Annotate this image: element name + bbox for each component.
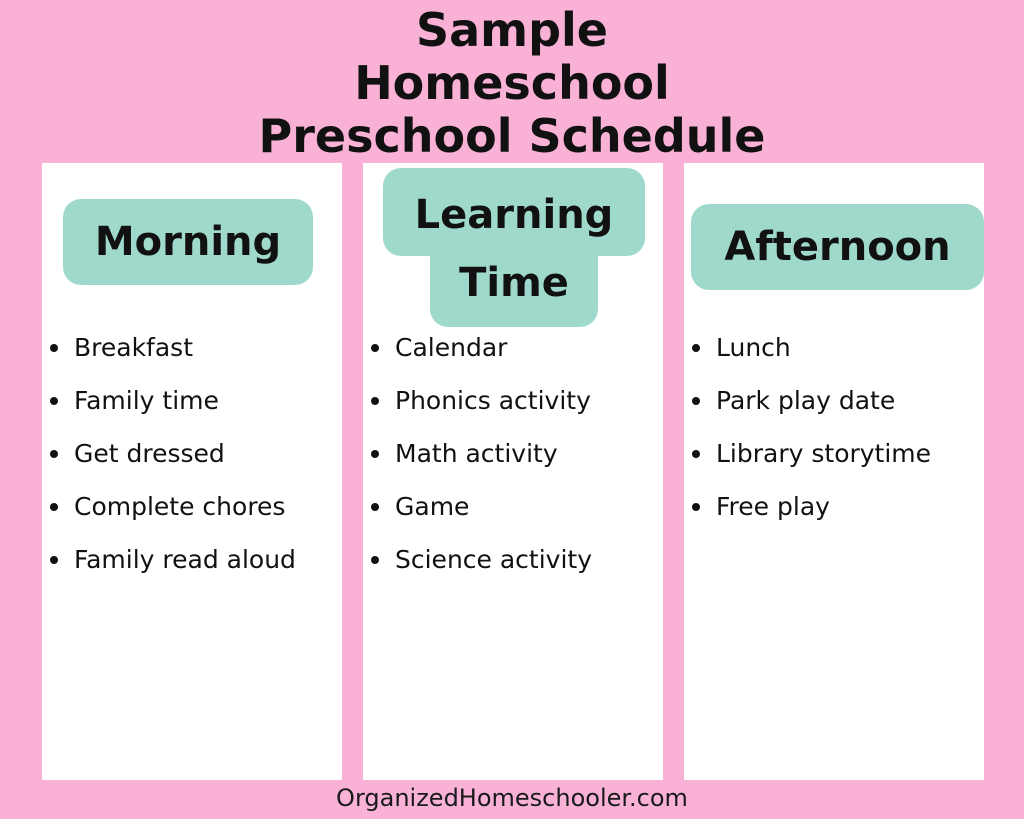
list-item-label: Lunch [716, 333, 791, 362]
list-item-label: Family time [74, 386, 219, 415]
list-item-label: Free play [716, 492, 830, 521]
list-item [684, 434, 931, 487]
morning-list [42, 328, 296, 593]
list-item [363, 487, 592, 540]
footer-site-name: OrganizedHomeschooler.com [336, 784, 688, 812]
title-line-1: Sample [416, 3, 608, 57]
list-item [42, 487, 296, 540]
bullet-icon [50, 344, 58, 352]
list-item [684, 328, 931, 381]
list-item-label: Phonics activity [395, 386, 591, 415]
list-item [42, 540, 296, 593]
list-item-label: Calendar [395, 333, 508, 362]
list-item [42, 434, 296, 487]
bullet-icon [371, 397, 379, 405]
learning-time-list [363, 328, 592, 593]
list-item [42, 328, 296, 381]
list-item-label: Library storytime [716, 439, 932, 468]
list-item-label: Complete chores [74, 492, 286, 521]
learning-heading-line-1: Learning [414, 192, 614, 238]
list-item-label: Breakfast [74, 333, 194, 362]
list-item-label: Park play date [716, 386, 896, 415]
page-title [0, 4, 1024, 163]
list-item [363, 328, 592, 381]
learning-heading-line-2: Time [459, 260, 569, 306]
title-line-3: Preschool Schedule [258, 109, 766, 163]
bullet-icon [692, 397, 700, 405]
bullet-icon [692, 503, 700, 511]
bullet-icon [50, 556, 58, 564]
list-item [363, 381, 592, 434]
morning-column [42, 163, 342, 780]
learning-time-column [363, 163, 663, 780]
list-item-label: Game [395, 492, 470, 521]
bullet-icon [692, 344, 700, 352]
bullet-icon [50, 397, 58, 405]
morning-heading: Morning [63, 199, 313, 285]
list-item [42, 381, 296, 434]
list-item-label: Math activity [395, 439, 558, 468]
list-item-label: Science activity [395, 545, 593, 574]
bullet-icon [50, 450, 58, 458]
afternoon-heading: Afternoon [691, 204, 984, 290]
list-item [363, 540, 592, 593]
bullet-icon [371, 503, 379, 511]
list-item [363, 434, 592, 487]
bullet-icon [371, 556, 379, 564]
learning-time-heading [383, 181, 645, 317]
bullet-icon [50, 503, 58, 511]
list-item [684, 381, 931, 434]
title-line-2: Homeschool [354, 56, 670, 110]
afternoon-list [684, 328, 931, 540]
list-item [684, 487, 931, 540]
bullet-icon [371, 344, 379, 352]
bullet-icon [371, 450, 379, 458]
list-item-label: Get dressed [74, 439, 225, 468]
bullet-icon [692, 450, 700, 458]
afternoon-column [684, 163, 984, 780]
list-item-label: Family read aloud [74, 545, 296, 574]
